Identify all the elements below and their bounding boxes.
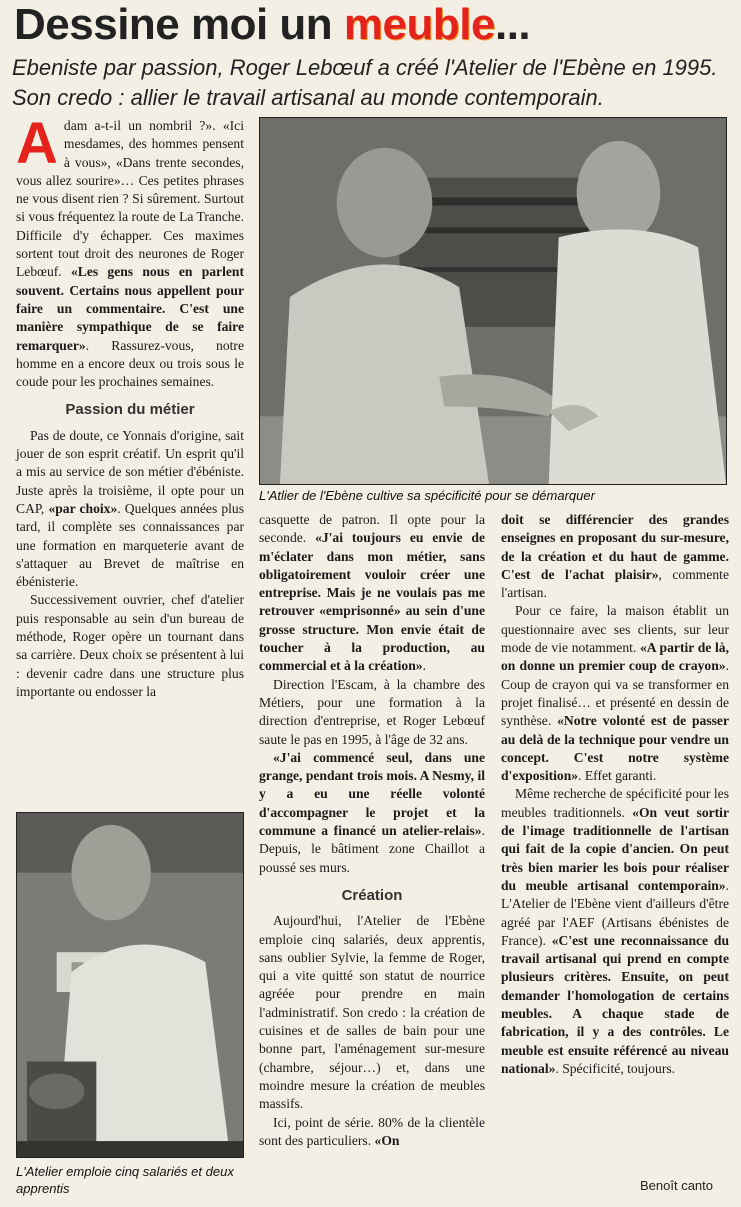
workshop-photo-illustration xyxy=(260,118,726,484)
col2-text-end: . xyxy=(422,658,426,674)
col2-paragraph-2: Direction l'Escam, à la chambre des Métiers, pour une formation à la direction d'entreprise, et Roger Lebœuf saute le pas en 1995, à l'âge de 32 ans. xyxy=(259,676,485,747)
col3-paragraph-1 xyxy=(501,511,729,602)
intro-paragraph xyxy=(16,111,245,391)
col3-quote-5: «C'est une reconnaissance du travail artisanal qui prend en compte plusieurs critères. Ensuite, on peut demander l'homologation de certains meubles. A chaque stade de fabrication, il y a des contrôles. Le meuble est ensuite référencé au niveau national» xyxy=(501,932,729,1076)
col3-text-5: Même recherche de spécificité pour les meubles traditionnels. xyxy=(501,786,729,820)
headline-accent: meuble xyxy=(343,0,495,49)
drop-cap: A xyxy=(16,111,58,176)
col3-quote-2: «A partir de là, on donne un premier coup de crayon» xyxy=(501,640,730,674)
section-title-creation: Création xyxy=(341,886,403,904)
col3-quote: doit se différencier des grandes enseignes en proposant du sur-mesure, de la création et du haut de gamme. C'est de l'achat plaisir» xyxy=(501,512,729,582)
headline-main: Dessine moi un xyxy=(14,0,344,49)
passion-text: Pas de doute, ce Yonnais d'origine, sait jouer de son esprit créatif. Un esprit qu'il a mis au service de son métier d'ébéniste. Juste après la troisième, il opte pour un CAP, xyxy=(16,427,244,516)
col2-paragraph-3 xyxy=(259,749,485,877)
apprentice-photo-illustration xyxy=(17,813,243,1157)
col3-quote-4: «On veut sortir de l'image traditionnelle de l'artisan qui fait de la copie d'ancien. On peut très bien marier les bois pour réaliser du meuble artisanal contemporain» xyxy=(501,804,729,893)
col3-text-4: . Effet garanti. xyxy=(578,768,657,784)
col3-text: , commente l'artisan. xyxy=(501,566,729,601)
article-headline xyxy=(14,2,734,48)
col3-text-3: . Coup de crayon qui va se transformer en projet finalisé… et présenté en dessin de synthèse. xyxy=(501,658,729,729)
column-2 xyxy=(259,511,485,1150)
passion-paragraph-1 xyxy=(16,427,244,592)
col2-paragraph-1 xyxy=(259,511,485,676)
headline-tail: ... xyxy=(494,0,531,49)
column-3 xyxy=(501,511,729,1078)
col3-paragraph-2 xyxy=(501,602,729,785)
passion-quote: «par choix» xyxy=(48,500,118,516)
col2-paragraph-5 xyxy=(259,1114,485,1151)
intro-text-end: . Rassurez-vous, notre homme en a encore deux ou trois sous le coude pour les prochaines semaines. xyxy=(16,337,244,390)
col2-text-2: . Depuis, le bâtiment zone Chaillot a poussé ses murs. xyxy=(259,823,485,875)
col2-text: casquette de patron. Il opte pour la seconde. xyxy=(259,512,485,546)
col3-paragraph-3 xyxy=(501,785,729,1078)
passion-text-end: . Quelques années plus tard, il complète ses connaissances par une formation en marqueterie avant de s'attaquer au Brevet de maîtrise en ébénisterie. xyxy=(16,500,244,590)
photo-caption-bottom: L'Atelier emploie cinq salariés et deux apprentis xyxy=(16,1164,234,1196)
col2-paragraph-4: Aujourd'hui, l'Atelier de l'Ebène emploie cinq salariés, deux apprentis, sans oublier Sylvie, la femme de Roger, qui a vite quitté son statut de nourrice agréée pour prendre en main l'administratif. Son credo : la création de cuisines et de salles de bain pour une bonne part, l'aménagement sur-mesure (chambre, séjour…) et, dans une moindre mesure la création de meubles massifs. xyxy=(259,913,485,1112)
photo-caption-top: L'Atlier de l'Ebène cultive sa spécificité pour se démarquer xyxy=(259,488,595,503)
col3-text-6: . L'Atelier de l'Ebène vient d'ailleurs d'être agréé par l'AEF (Artisans ébénistes de France). xyxy=(501,877,729,948)
col3-text-2: Pour ce faire, la maison établit un questionnaire avec ses clients, sur leur mode de vie notamment. xyxy=(501,603,729,656)
workshop-photo-two-men xyxy=(259,117,727,485)
passion-paragraph-2: Successivement ouvrier, chef d'atelier puis responsable au sein d'un bureau de méthode, Roger opère un tournant dans sa carrière. Deux choix se présentent à lui : devenir cadre dans une structure plus importante ou endosser la xyxy=(16,592,244,699)
intro-text: dam a-t-il un nombril ?». «Ici mesdames, des hommes pensent à vous», «Dans trente secondes, vous allez sourire»… Ces petites phrases ne vous disent rien ? Si sûrement. Surtout si vous fréquentez la route de La Tranche. Difficile d'y échapper. Ces maximes sortent tout droit des neurones de Roger Lebœuf. xyxy=(16,118,245,280)
col2-text-3: Ici, point de série. 80% de la clientèle sont des particuliers. xyxy=(259,1114,485,1148)
article-subhead: Ebeniste par passion, Roger Lebœuf a créé l'Atelier de l'Ebène en 1995. Son credo : allier le travail artisanal au monde contemporain. xyxy=(12,55,718,110)
col3-text-7: . Spécificité, toujours. xyxy=(555,1060,676,1076)
col2-quote-2: «J'ai commencé seul, dans une grange, pendant trois mois. A Nesmy, il y a eu une réelle volonté d'accompagner le projet et la commune a financé un atelier-relais» xyxy=(259,749,485,839)
workshop-photo-apprentice xyxy=(16,812,244,1158)
author-signature: Benoît canto xyxy=(640,1178,713,1193)
column-1 xyxy=(16,111,245,701)
section-title-passion: Passion du métier xyxy=(65,401,195,419)
col3-quote-3: «Notre volonté est de passer au delà de la technique pour vendre un concept. C'est notre système d'exposition» xyxy=(501,713,729,784)
intro-quote: «Les gens nous en parlent souvent. Certains nous appellent pour faire un commentaire. C'est une manière sympathique de se faire remarquer» xyxy=(16,264,244,353)
col2-quote: «J'ai toujours eu envie de m'éclater dans mon métier, sans obligatoirement vouloir créer une entreprise. Mais je ne voulais pas me retrouver «emprisonné» au sein d'une grosse structure. Mon envie était de toucher à la production, au commercial et à la création» xyxy=(259,530,485,674)
col2-quote-3: «On xyxy=(374,1132,400,1148)
